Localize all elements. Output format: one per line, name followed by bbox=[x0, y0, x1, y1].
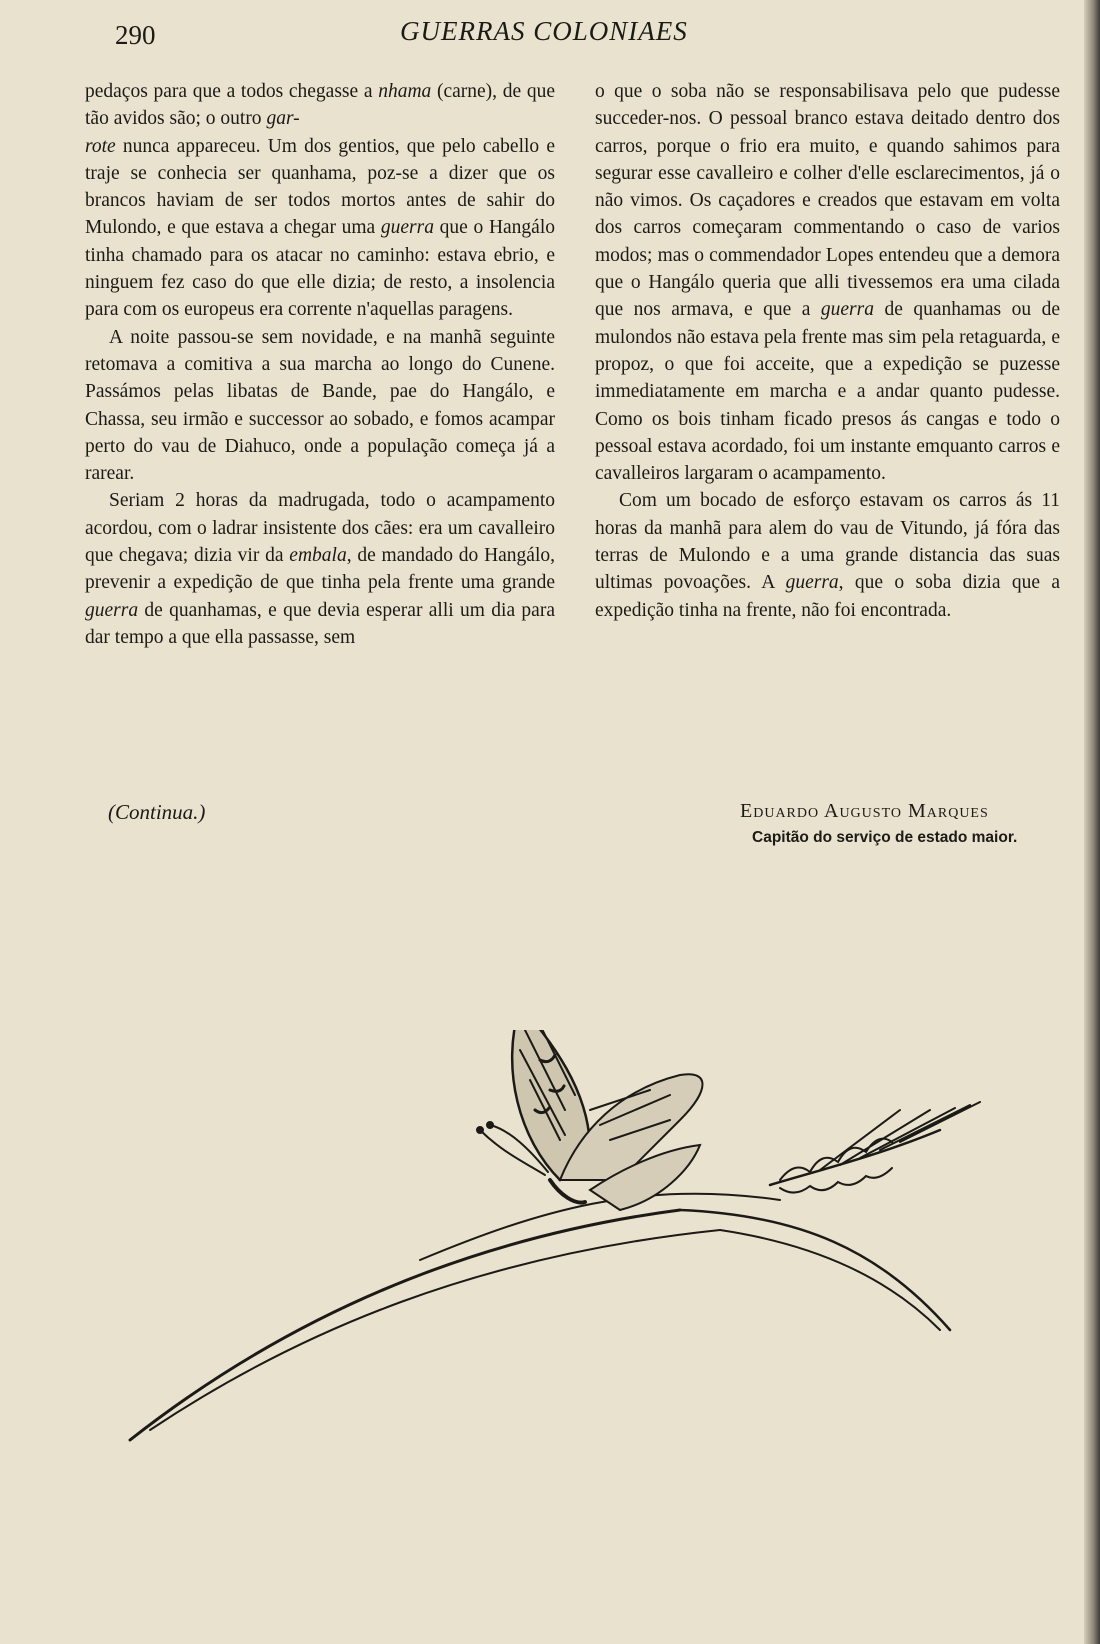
italic-term: embala bbox=[289, 545, 347, 567]
italic-term: gar- bbox=[266, 108, 300, 130]
italic-term: guerra bbox=[820, 299, 874, 321]
author-name: Eduardo Augusto Marques bbox=[740, 800, 989, 822]
paragraph: o que o soba não se responsabilisava pelo que pudesse succeder-nos. O pessoal branco estava deitado dentro dos carros, porque o frio era muito, e quando sahimos para segurar esse cavalleiro e colher d'elle esclarecimentos, já o não vimos. Os caçadores e creados que estavam em volta dos carros começaram commentando o caso de varios modos; mas o commendador Lopes entendeu que a demora que o Hangálo queria que alli tivessemos era uma cilada que nos armava, e que a guerra de quanhamas ou de mulondos não estava pela frente mas sim pela retaguarda, e propoz, o que foi acceite, que a expedição se puzesse immediatamente em marcha e a andar quanto pudesse. Como os bois tinham ficado presos ás cangas e todo o pessoal estava acordado, foi um instante emquanto carros e cavalleiros largaram o acampamento. bbox=[595, 81, 1060, 485]
paragraph: Com um bocado de esforço estavam os carros ás 11 horas da manhã para alem do vau de Vitundo, já fóra das terras de Mulondo e a uma grande distancia das suas ultimas povoações. A guerra, que o soba dizia que a expedição tinha na frente, não foi encontrada. bbox=[595, 490, 1060, 621]
italic-term: nhama bbox=[378, 81, 432, 102]
italic-term: guerra bbox=[785, 572, 839, 594]
left-column bbox=[85, 78, 555, 651]
butterfly-illustration bbox=[120, 1030, 1020, 1450]
page-number: 290 bbox=[115, 20, 156, 50]
italic-term: guerra bbox=[380, 217, 434, 239]
continued-note: (Continua.) bbox=[108, 800, 206, 824]
paragraph: A noite passou-se sem novidade, e na manhã seguinte retomava a comitiva a sua marcha ao longo do Cunene. Passámos pelas libatas de Bande, pae do Hangálo, e Chassa, seu irmão e successor ao sobado, e fomos acampar perto do vau de Diahuco, onde a população começa já a rarear. bbox=[85, 326, 555, 485]
italic-term: guerra bbox=[85, 599, 139, 621]
running-head: GUERRAS COLONIAES bbox=[400, 16, 688, 46]
paragraph: Seriam 2 horas da madrugada, todo o acampamento acordou, com o ladrar insistente dos cães: era um cavalleiro que chegava; dizia vir da embala, de mandado do Hangálo, prevenir a expedição de que tinha pela frente uma grande guerra de quanhamas, e que devia esperar alli um dia para dar tempo a que ella passasse, sem bbox=[85, 490, 556, 648]
author-title: Capitão do serviço de estado maior. bbox=[752, 829, 1018, 846]
binding-edge bbox=[1084, 0, 1100, 1644]
right-column bbox=[595, 78, 1060, 624]
paragraph: pedaços para que a todos chegasse a nhama (carne), de que tão avidos são; o outro gar- rote nunca appareceu. Um dos gentios, que pelo cabello e traje se conhecia ser quanhama, poz-se a dizer que os brancos haviam de ser todos mortos antes de sahir do Mulondo, e que estava a chegar uma guerra que o Hangálo tinha chamado para os atacar no caminho: estava ebrio, e ninguem fez caso do que elle dizia; de resto, a insolencia para com os europeus era corrente n'aquellas paragens. bbox=[85, 81, 555, 321]
italic-term: rote bbox=[85, 135, 116, 157]
